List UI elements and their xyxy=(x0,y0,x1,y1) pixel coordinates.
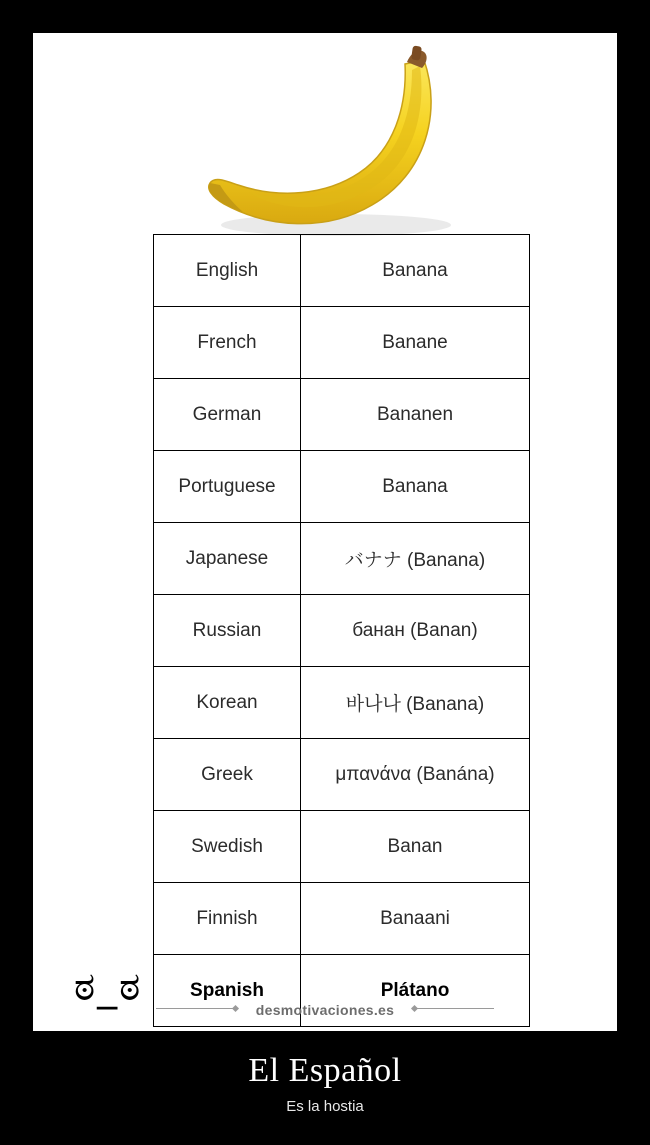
watermark-text: desmotivaciones.es xyxy=(255,1002,395,1018)
table-cell-word: 바나나 (Banana) xyxy=(301,667,530,739)
table-cell-language: Swedish xyxy=(154,811,301,883)
banana-image xyxy=(34,42,617,257)
table-cell-word: Bananen xyxy=(301,379,530,451)
look-of-disapproval-icon: ಠ_ಠ xyxy=(74,964,143,1010)
poster-image-frame xyxy=(33,33,617,1031)
table-cell-language: Russian xyxy=(154,595,301,667)
poster-title: El Español xyxy=(248,1052,402,1089)
banana-icon xyxy=(176,42,476,242)
table-row xyxy=(154,451,530,523)
translation-table xyxy=(153,234,530,1027)
watermark xyxy=(34,1002,616,1024)
table-cell-word: Banan xyxy=(301,811,530,883)
table-cell-language: Portuguese xyxy=(154,451,301,523)
table-row xyxy=(154,235,530,307)
table-cell-word: Plátano xyxy=(301,955,530,1027)
table-cell-language: German xyxy=(154,379,301,451)
table-row xyxy=(154,523,530,595)
table-cell-language: English xyxy=(154,235,301,307)
table-row xyxy=(154,595,530,667)
watermark-line-left xyxy=(156,1008,236,1009)
table-cell-word: банан (Banan) xyxy=(301,595,530,667)
table-row xyxy=(154,883,530,955)
table-cell-language: Korean xyxy=(154,667,301,739)
table-cell-word: バナナ (Banana) xyxy=(301,523,530,595)
table-cell-language: Finnish xyxy=(154,883,301,955)
table-cell-word: Banane xyxy=(301,307,530,379)
table-row xyxy=(154,739,530,811)
table-cell-word: Banana xyxy=(301,235,530,307)
table-row xyxy=(154,667,530,739)
table-cell-language: French xyxy=(154,307,301,379)
table-cell-word: Banana xyxy=(301,451,530,523)
table-cell-language: Greek xyxy=(154,739,301,811)
translation-table-body xyxy=(154,235,530,1027)
table-row xyxy=(154,307,530,379)
poster-subtitle: Es la hostia xyxy=(286,1098,364,1115)
table-row xyxy=(154,379,530,451)
table-cell-language: Japanese xyxy=(154,523,301,595)
table-row xyxy=(154,811,530,883)
table-cell-language: Spanish xyxy=(154,955,301,1027)
watermark-line-right xyxy=(414,1008,494,1009)
table-cell-word: μπανάνα (Banána) xyxy=(301,739,530,811)
table-cell-word: Banaani xyxy=(301,883,530,955)
